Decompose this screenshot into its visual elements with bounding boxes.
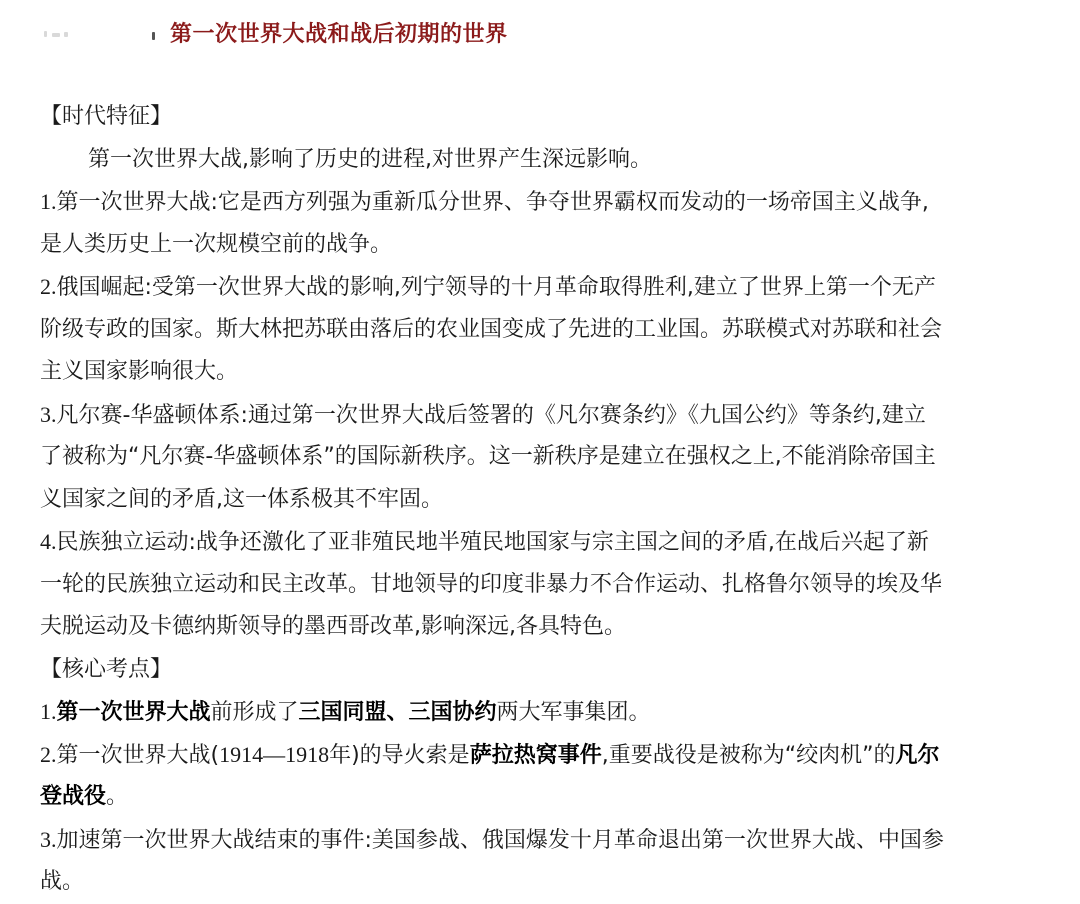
document-body	[40, 96, 1050, 904]
point-3-line-3: 义国家之间的矛盾,这一体系极其不牢固。	[40, 486, 443, 512]
war-years: 1914—1918	[219, 741, 330, 767]
point-number: 2.	[40, 274, 57, 299]
point-text: 加速第一次世界大战结束的事件:美国参战、俄国爆发十月革命退出第一次世界大战、中国参	[56, 827, 944, 853]
key-point-1	[40, 691, 1050, 734]
point-number: 2.	[40, 741, 57, 767]
point-2-line-1	[40, 266, 1050, 309]
point-number: 4.	[40, 529, 57, 554]
point-text: 年)的导火索是	[329, 742, 470, 768]
point-4-line-2: 一轮的民族独立运动和民主改革。甘地领导的印度非暴力不合作运动、扎格鲁尔领导的埃及华	[40, 571, 943, 597]
bold-term: 第一次世界大战	[56, 700, 211, 725]
point-1-line-1	[40, 181, 1050, 224]
point-number: 3.	[40, 401, 57, 427]
key-point-3-line-2: 战。	[40, 869, 85, 894]
point-3-line-2: 了被称为“凡尔赛-华盛顿体系”的国际新秩序。这一新秩序是建立在强权之上,不能消除帝国主	[40, 444, 936, 469]
key-point-2-line-1	[40, 734, 1050, 777]
point-number: 1.	[40, 699, 57, 724]
document-header	[40, 14, 508, 50]
point-text: 。	[106, 784, 129, 809]
point-text: 第一次世界大战(	[56, 742, 220, 768]
point-4-line-3: 夫脱运动及卡德纳斯领导的墨西哥改革,影响深远,各具特色。	[40, 614, 626, 639]
point-2-line-3: 主义国家影响很大。	[40, 359, 239, 384]
point-text: 前形成了	[210, 700, 299, 725]
section-heading-core: 【核心考点】	[40, 656, 173, 682]
point-text: ,重要战役是被称为“绞肉机”的	[601, 742, 896, 768]
point-4-line-1	[40, 521, 1050, 564]
point-text: 俄国崛起:受第一次世界大战的影响,列宁领导的十月革命取得胜利,建立了世界上第一个无产	[56, 275, 936, 300]
intro-paragraph: 第一次世界大战,影响了历史的进程,对世界产生深远影响。	[88, 146, 652, 172]
point-text: 民族独立运动:战争还激化了亚非殖民地半殖民地国家与宗主国之间的矛盾,在战后兴起了新	[56, 530, 929, 555]
bold-term: 三国同盟、三国协约	[298, 700, 497, 725]
point-number: 3.	[40, 826, 57, 852]
point-3-line-1	[40, 394, 1050, 437]
point-number: 1.	[40, 189, 57, 214]
point-text: 第一次世界大战:它是西方列强为重新瓜分世界、争夺世界霸权而发动的一场帝国主义战争,	[56, 190, 929, 215]
bold-term: 凡尔	[895, 742, 940, 768]
point-text: 凡尔赛-华盛顿体系:通过第一次世界大战后签署的《凡尔赛条约》《九国公约》等条约,建立	[56, 402, 926, 428]
bold-term: 登战役	[40, 784, 107, 809]
page-title: 第一次世界大战和战后初期的世界	[170, 21, 508, 47]
key-point-3-line-1	[40, 819, 1050, 862]
point-1-line-2: 是人类历史上一次规模空前的战争。	[40, 231, 393, 257]
faded-logo-mark	[40, 20, 158, 44]
point-2-line-2: 阶级专政的国家。斯大林把苏联由落后的农业国变成了先进的工业国。苏联模式对苏联和社会	[40, 316, 943, 342]
point-text: 两大军事集团。	[496, 700, 651, 725]
section-heading-era: 【时代特征】	[40, 104, 173, 129]
key-point-2-line-2	[40, 776, 1050, 819]
bold-term: 萨拉热窝事件	[469, 742, 602, 768]
